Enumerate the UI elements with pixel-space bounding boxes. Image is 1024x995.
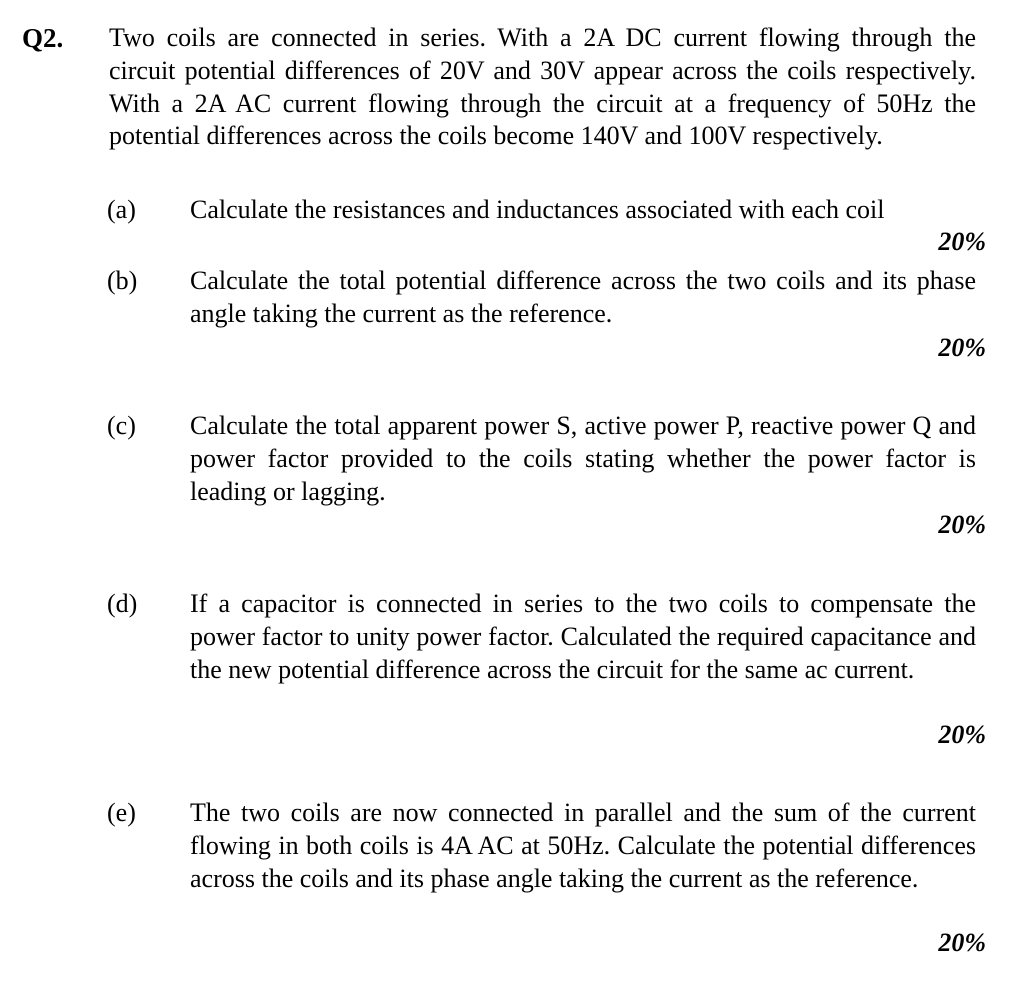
- part-c-text: Calculate the total apparent power S, active power P, reactive power Q and power factor provided to the coils stating whether the power factor is leading or lagging.: [190, 411, 976, 506]
- part-a-mark: 20%: [938, 227, 986, 256]
- part-e-mark: 20%: [938, 928, 986, 957]
- part-e-text: The two coils are now connected in parallel and the sum of the current flowing in both coils is 4A AC at 50Hz. Calculate the potential differences across the coils and its phase angle taking the current as the reference.: [190, 798, 976, 893]
- part-d-text: If a capacitor is connected in series to the two coils to compensate the power factor to unity power factor. Calculated the required capacitance and the new potential difference across the circuit for the same ac current.: [190, 589, 976, 684]
- part-d-label: (d): [107, 589, 138, 618]
- part-a-text: Calculate the resistances and inductances associated with each coil: [190, 195, 885, 224]
- part-e-label: (e): [107, 798, 136, 827]
- question-intro: Two coils are connected in series. With a 2A DC current flowing through the circuit potential differences of 20V and 30V appear across the coils respectively. With a 2A AC current flowing through the circuit at a frequency of 50Hz the potential differences across the coils become 140V and 100V respectively.: [109, 23, 976, 151]
- part-d-mark: 20%: [938, 720, 986, 749]
- part-b-text: Calculate the total potential difference across the two coils and its phase angle taking the current as the reference.: [190, 266, 976, 328]
- question-number: Q2.: [22, 23, 64, 53]
- part-c-mark: 20%: [938, 510, 986, 539]
- part-c-label: (c): [107, 411, 136, 440]
- part-a-label: (a): [107, 195, 136, 224]
- part-b-label: (b): [107, 266, 138, 295]
- part-b-mark: 20%: [938, 333, 986, 362]
